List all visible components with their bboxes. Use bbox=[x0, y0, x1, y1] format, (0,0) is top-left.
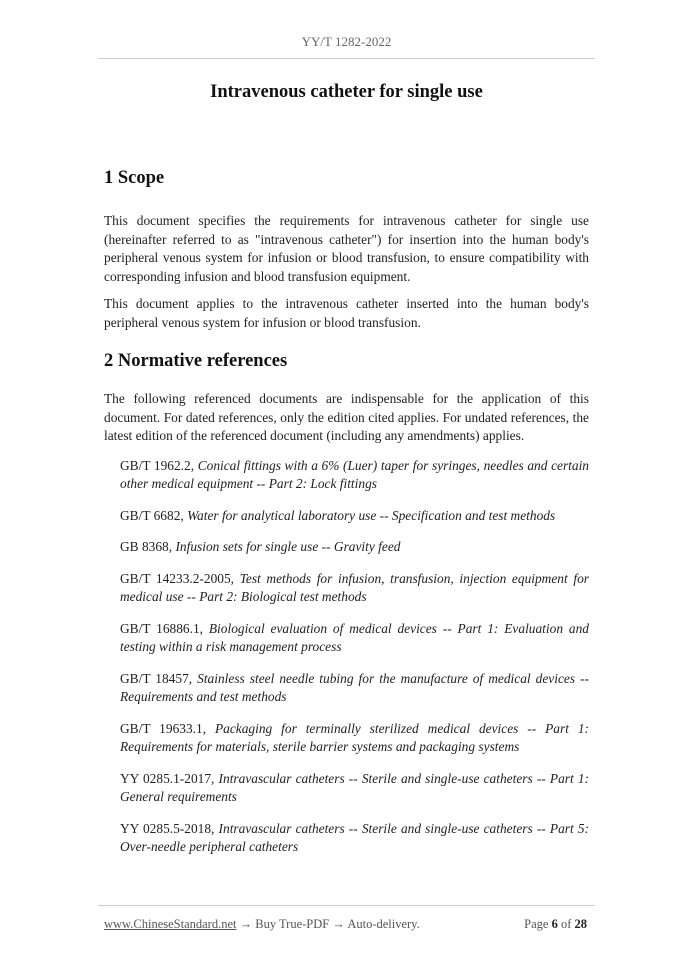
website-link[interactable]: www.ChineseStandard.net bbox=[104, 917, 237, 931]
footer-promo bbox=[104, 917, 420, 932]
header-divider bbox=[98, 58, 595, 59]
reference-item bbox=[120, 457, 589, 494]
auto-delivery-text: Auto-delivery. bbox=[347, 917, 420, 931]
reference-code: GB/T 6682, bbox=[120, 507, 184, 523]
reference-title: Stainless steel needle tubing for the manufacture of medical devices -- Requirements and test methods bbox=[120, 670, 589, 704]
reference-code: GB/T 1962.2, bbox=[120, 457, 195, 473]
reference-title: Intravascular catheters -- Sterile and single-use catheters -- Part 1: General requirements bbox=[120, 770, 589, 804]
arrow-right-icon: → bbox=[239, 917, 253, 931]
reference-code: YY 0285.5-2018, bbox=[120, 820, 215, 836]
normative-intro-paragraph: The following referenced documents are indispensable for the application of this document. For dated references, only the edition cited applies. For undated references, the latest edition of the referenced document (including any amendments) applies. bbox=[104, 391, 589, 443]
buy-true-pdf-text: Buy True-PDF bbox=[255, 917, 330, 931]
document-title: Intravenous catheter for single use bbox=[210, 82, 483, 102]
page-label: Page bbox=[524, 917, 549, 931]
reference-title: Test methods for infusion, transfusion, injection equipment for medical use -- Part 2: Biological test methods bbox=[120, 570, 589, 604]
section-heading-scope: 1 Scope bbox=[104, 168, 165, 188]
reference-title: Infusion sets for single use -- Gravity feed bbox=[175, 539, 401, 554]
footer-divider bbox=[98, 905, 595, 906]
section-heading-normative-references: 2 Normative references bbox=[104, 351, 288, 371]
scope-paragraph-2: This document applies to the intravenous catheter inserted into the human body's peripheral venous system for infusion or blood transfusion. bbox=[104, 296, 589, 330]
reference-code: YY 0285.1-2017, bbox=[120, 770, 215, 786]
reference-item bbox=[120, 720, 589, 757]
reference-code: GB/T 19633.1, bbox=[120, 720, 207, 736]
page-header-code: YY/T 1282-2022 bbox=[301, 34, 392, 49]
scope-paragraph-1: This document specifies the requirements for intravenous catheter for single use (hereinafter referred to as "intravenous catheter") for insertion into the human body's peripheral venous system for infusion or blood transfusion, to ensure compatibility with corresponding infusion and blood transfusion equipment. bbox=[104, 213, 589, 284]
total-page-count: 28 bbox=[574, 917, 587, 931]
current-page-number: 6 bbox=[551, 917, 558, 931]
arrow-right-icon: → bbox=[332, 917, 345, 931]
reference-code: GB/T 18457, bbox=[120, 670, 193, 686]
reference-title: Biological evaluation of medical devices -- Part 1: Evaluation and testing within a risk management process bbox=[120, 620, 589, 654]
reference-title: Conical fittings with a 6% (Luer) taper for syringes, needles and certain other medical equipment -- Part 2: Lock fittings bbox=[120, 457, 589, 491]
reference-item bbox=[120, 670, 589, 707]
page-indicator bbox=[524, 917, 587, 932]
reference-title: Packaging for terminally sterilized medical devices -- Part 1: Requirements for materials, sterile barrier systems and packaging systems bbox=[120, 720, 589, 754]
reference-code: GB 8368, bbox=[120, 539, 173, 554]
reference-title: Water for analytical laboratory use -- Specification and test methods bbox=[187, 507, 556, 523]
reference-code: GB/T 16886.1, bbox=[120, 620, 203, 636]
document-body bbox=[104, 168, 589, 857]
reference-item bbox=[120, 620, 589, 657]
reference-item bbox=[120, 770, 589, 807]
reference-code: GB/T 14233.2-2005, bbox=[120, 570, 235, 586]
reference-item bbox=[120, 570, 589, 607]
reference-title: Intravascular catheters -- Sterile and single-use catheters -- Part 5: Over-needle peripheral catheters bbox=[120, 820, 589, 854]
reference-item bbox=[120, 507, 589, 526]
reference-item bbox=[120, 538, 589, 557]
page-of-label: of bbox=[560, 917, 572, 931]
reference-item bbox=[120, 820, 589, 857]
